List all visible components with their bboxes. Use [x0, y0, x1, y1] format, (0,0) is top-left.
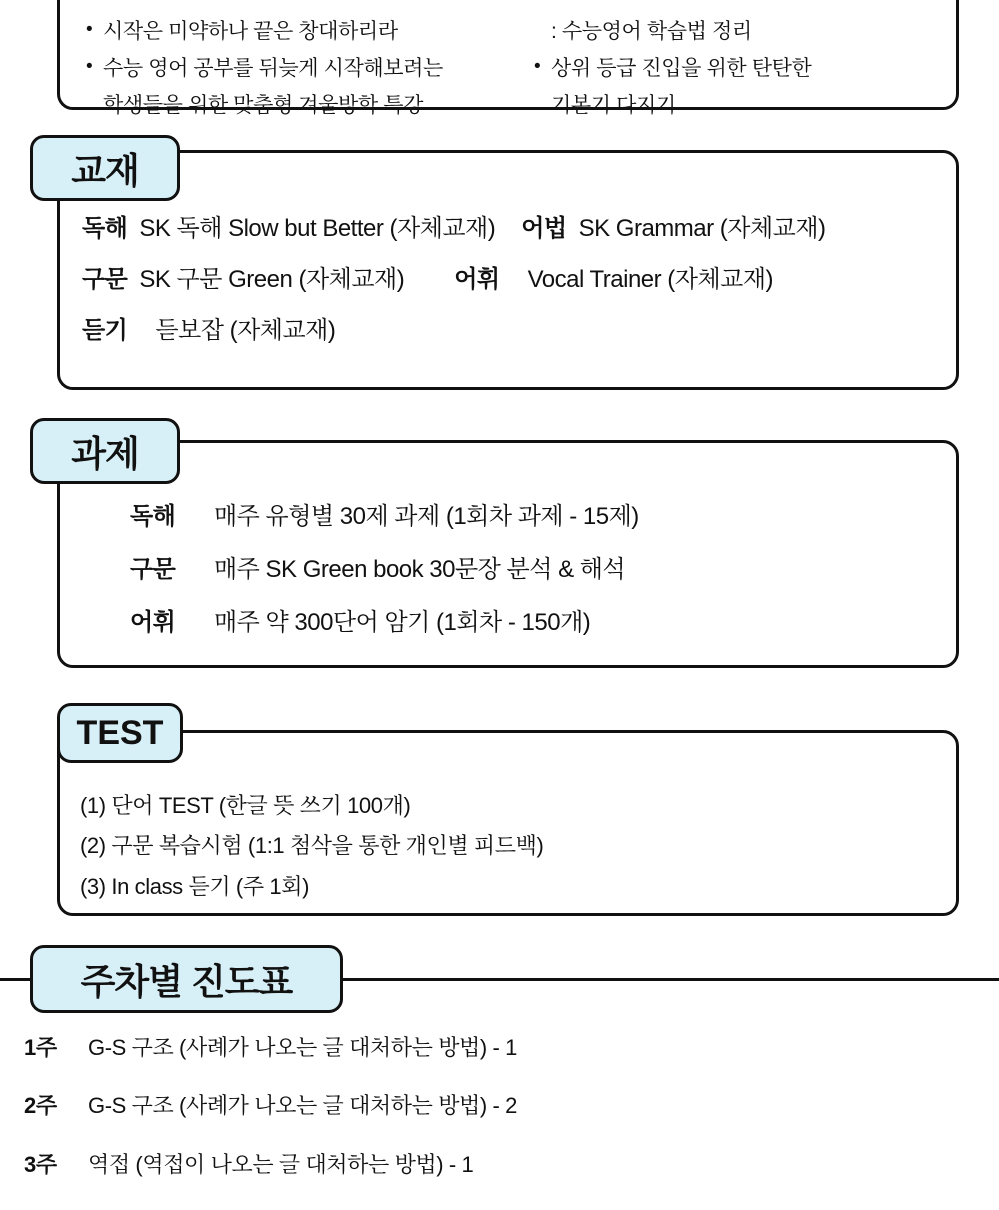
intro-columns: [60, 0, 956, 117]
intro-bullet-continuation: 학생들을 위한 맞춤형 겨울방학 특강: [103, 93, 424, 117]
textbook-value: SK 독해 Slow but Better (자체교재): [139, 215, 496, 242]
homework-row: [130, 503, 942, 532]
textbook-card: [57, 150, 959, 390]
section-tab-homework: 과제: [30, 418, 180, 484]
intro-left-column: [60, 0, 508, 117]
intro-bullet-text: 수능 영어 공부를 뒤늦게 시작해보려는: [103, 56, 443, 80]
intro-bullet-continuation: 기본기 다지기: [551, 93, 676, 117]
test-row: (2) 구문 복습시험 (1:1 첨삭을 통한 개인별 피드백): [80, 833, 544, 859]
schedule-text: G-S 구조 (사례가 나오는 글 대처하는 방법) - 2: [88, 1093, 518, 1119]
test-row: (3) In class 듣기 (주 1회): [80, 873, 310, 899]
textbook-row: [82, 266, 942, 295]
intro-subtitle: : 수능영어 학습법 정리: [551, 20, 752, 43]
intro-bullet: [86, 17, 494, 47]
intro-bullet: [534, 54, 942, 84]
schedule-row: [24, 1093, 964, 1119]
homework-value: 매주 SK Green book 30문장 분석 & 해석: [214, 555, 626, 583]
section-tab-textbook: 교재: [30, 135, 180, 201]
homework-row: [130, 609, 942, 638]
textbook-label: 독해: [82, 215, 128, 242]
schedule-week: 1주: [24, 1035, 57, 1060]
textbook-label: 어휘: [454, 265, 500, 293]
homework-rows: [130, 503, 942, 661]
schedule-rows: [24, 1035, 964, 1210]
section-tab-schedule: 주차별 진도표: [30, 945, 343, 1013]
homework-label: 구문: [130, 555, 176, 583]
section-tab-test: TEST: [57, 703, 183, 763]
schedule-row: [24, 1152, 964, 1178]
homework-value: 매주 유형별 30제 과제 (1회차 과제 - 15제): [214, 503, 639, 530]
homework-label: 어휘: [130, 608, 176, 636]
textbook-row: [82, 317, 942, 346]
homework-label: 독해: [130, 503, 176, 530]
textbook-value: Vocal Trainer (자체교재): [527, 265, 774, 293]
textbook-value: SK 구문 Green (자체교재): [139, 265, 405, 293]
test-card: [57, 730, 959, 916]
bullet-dot-icon: •: [86, 19, 93, 40]
bullet-dot-icon: •: [534, 55, 541, 77]
textbook-label: 듣기: [82, 316, 128, 344]
schedule-row: [24, 1035, 964, 1061]
schedule-text: 역접 (역접이 나오는 글 대처하는 방법) - 1: [88, 1151, 474, 1177]
schedule-week: 2주: [24, 1093, 57, 1119]
textbook-label: 어법: [521, 215, 567, 242]
textbook-row: [82, 215, 942, 244]
homework-value: 매주 약 300단어 암기 (1회차 - 150개): [214, 608, 591, 636]
intro-bullet-text: 상위 등급 진입을 위한 탄탄한: [551, 56, 812, 80]
homework-card: [57, 440, 959, 668]
test-row: (1) 단어 TEST (한글 뜻 쓰기 100개): [80, 793, 411, 818]
intro-bullet: [86, 54, 494, 84]
intro-bullet-text: 시작은 미약하나 끝은 창대하리라: [103, 20, 398, 43]
bullet-dot-icon: •: [86, 55, 93, 77]
textbook-value: SK Grammar (자체교재): [578, 215, 826, 242]
intro-right-column: [508, 0, 956, 117]
homework-row: [130, 556, 942, 585]
schedule-text: G-S 구조 (사례가 나오는 글 대처하는 방법) - 1: [88, 1035, 518, 1060]
schedule-week: 3주: [24, 1151, 57, 1177]
textbook-value: 듣보잡 (자체교재): [155, 316, 336, 344]
textbook-label: 구문: [82, 265, 128, 293]
test-rows: [80, 791, 942, 912]
intro-card: [57, 0, 959, 117]
textbook-rows: [82, 215, 942, 367]
